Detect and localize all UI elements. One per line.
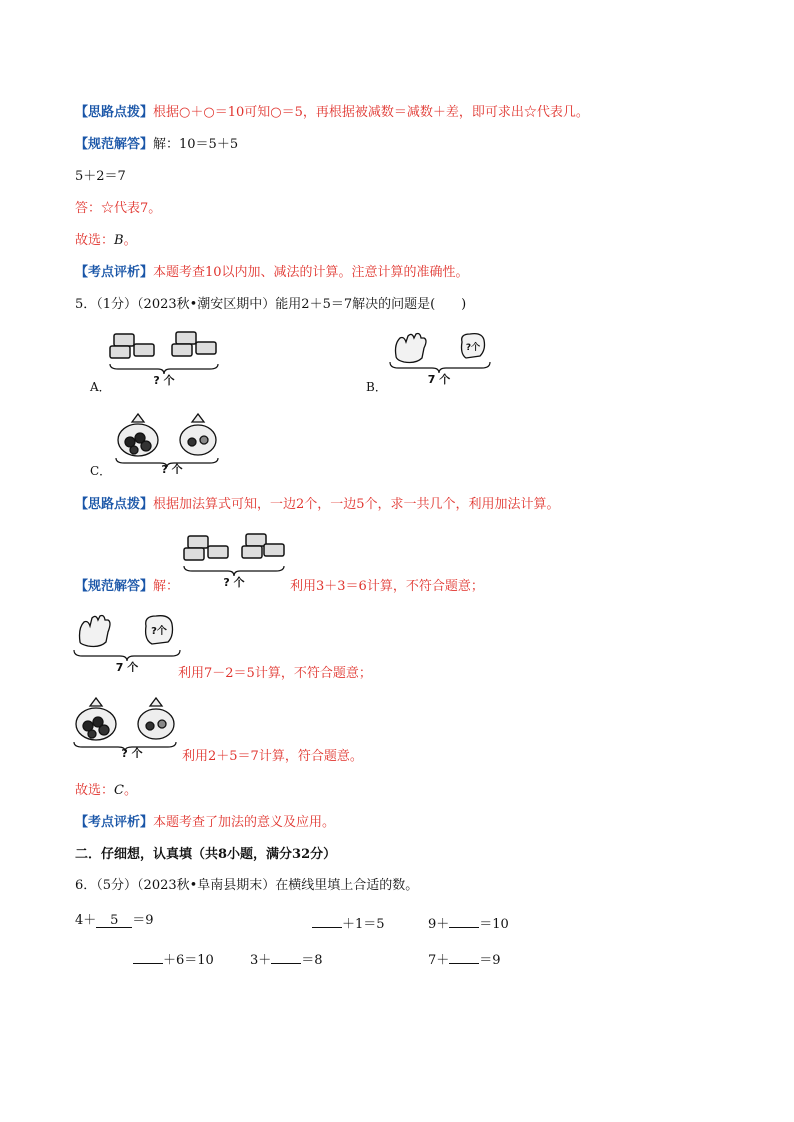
solution-tag: 【规范解答】 — [75, 137, 154, 152]
equation-prefix: 4＋ — [75, 913, 97, 928]
option-a-picture — [106, 328, 222, 386]
solution-c-text: 利用2＋5＝7计算，符合题意。 — [182, 749, 363, 764]
review-text: 本题考查10以内加、减法的计算。注意计算的准确性。 — [153, 265, 469, 280]
solution-paragraph-2 — [75, 578, 179, 596]
choice-letter: C — [114, 783, 124, 798]
option-b-picture — [386, 330, 494, 386]
question-6-stem: 6．（5分）（2023秋•阜南县期末）在横线里填上合适的数。 — [75, 878, 419, 893]
review-tag: 【考点评析】 — [75, 815, 154, 830]
answer-blank[interactable] — [133, 948, 163, 964]
fist-label: ?个 — [465, 343, 481, 353]
answer-blank[interactable] — [271, 948, 301, 964]
brace — [184, 566, 284, 576]
label-unknown: ? 个 — [223, 576, 245, 588]
review-paragraph-2 — [75, 814, 335, 832]
answer-blank[interactable] — [449, 912, 479, 928]
solution-b-picture — [72, 612, 186, 672]
answer-blank[interactable] — [312, 912, 342, 928]
choice-suffix: 。 — [123, 233, 137, 248]
solution-tag: 【规范解答】 — [75, 579, 154, 594]
label-unknown: ? 个 — [121, 747, 143, 758]
hint-paragraph-1 — [75, 104, 589, 122]
choice-line-2 — [75, 782, 137, 800]
hint-tag: 【思路点拨】 — [75, 497, 154, 512]
equation-suffix: ＝8 — [301, 953, 323, 968]
equation-prefix: 3＋ — [250, 953, 272, 968]
label-unknown: ? 个 — [161, 463, 183, 474]
fist-icon — [146, 616, 173, 644]
equation-suffix: ＝10 — [479, 917, 509, 932]
bag-icon-small — [180, 414, 216, 455]
fill-equation-5 — [250, 948, 323, 970]
calc-line: 5＋2＝7 — [75, 169, 126, 184]
fill-equation-4 — [133, 948, 214, 970]
block-group-right — [172, 332, 216, 356]
brace — [110, 364, 218, 374]
hint-text: 根据○＋○＝10可知○＝5，再根据被减数＝减数＋差，即可求出☆代表几。 — [153, 105, 589, 120]
fill-equation-6 — [428, 948, 501, 970]
brace — [74, 650, 180, 661]
equation-suffix: ＋6＝10 — [163, 953, 214, 968]
label-total: 7 个 — [427, 373, 451, 386]
choice-line-1 — [75, 232, 137, 250]
solution-paragraph-1 — [75, 136, 238, 154]
fill-equation-1 — [75, 912, 154, 930]
option-c-label: C． — [90, 464, 112, 478]
answer-blank[interactable]: 5 — [96, 912, 132, 928]
solution-a-text: 利用3＋3＝6计算，不符合题意； — [290, 579, 484, 594]
block-group-left — [184, 536, 228, 560]
bag-icon-small — [138, 698, 174, 739]
review-text: 本题考查了加法的意义及应用。 — [153, 815, 336, 830]
hint-paragraph-2 — [75, 496, 560, 514]
block-group-right — [242, 534, 284, 558]
option-c-picture — [112, 410, 222, 474]
option-b-label: B． — [366, 380, 387, 394]
brace — [390, 362, 490, 373]
label-total: 7 个 — [115, 661, 139, 672]
fill-equation-2 — [312, 912, 385, 934]
answer-blank[interactable] — [449, 948, 479, 964]
choice-suffix: 。 — [123, 783, 137, 798]
review-paragraph-1 — [75, 264, 469, 282]
bag-icon-full — [118, 414, 158, 456]
answer-line: 答：☆代表7。 — [75, 201, 162, 216]
equation-suffix: ＋1＝5 — [342, 917, 385, 932]
solution-text: 解：10＝5＋5 — [153, 137, 239, 152]
option-a-label: A． — [90, 380, 111, 394]
solution-b-text: 利用7－2＝5计算，不符合题意； — [178, 666, 372, 681]
solution-c-picture — [72, 694, 182, 758]
equation-prefix: 9＋ — [428, 917, 450, 932]
solution-a-picture — [180, 532, 286, 588]
choice-prefix: 故选： — [75, 233, 115, 248]
fill-equation-3 — [428, 912, 509, 934]
review-tag: 【考点评析】 — [75, 265, 154, 280]
bag-icon-full — [76, 698, 116, 740]
equation-suffix: ＝9 — [479, 953, 501, 968]
hint-tag: 【思路点拨】 — [75, 105, 154, 120]
question-5-stem: 5．（1分）（2023秋•潮安区期中）能用2＋5＝7解决的问题是( ) — [75, 297, 467, 312]
equation-prefix: 7＋ — [428, 953, 450, 968]
label-unknown: ? 个 — [153, 374, 175, 386]
choice-prefix: 故选： — [75, 783, 115, 798]
hint-text: 根据加法算式可知，一边2个，一边5个，求一共几个，利用加法计算。 — [153, 497, 560, 512]
section-heading: 二．仔细想，认真填（共8小题，满分32分） — [75, 847, 337, 862]
fist-icon — [462, 334, 485, 358]
hand-icon — [396, 334, 427, 363]
choice-letter: B — [114, 233, 124, 248]
hand-icon — [80, 616, 111, 647]
block-group-left — [110, 334, 154, 358]
equation-suffix: ＝9 — [132, 913, 154, 928]
solution-text: 解： — [153, 579, 180, 594]
fist-label: ?个 — [151, 626, 167, 637]
